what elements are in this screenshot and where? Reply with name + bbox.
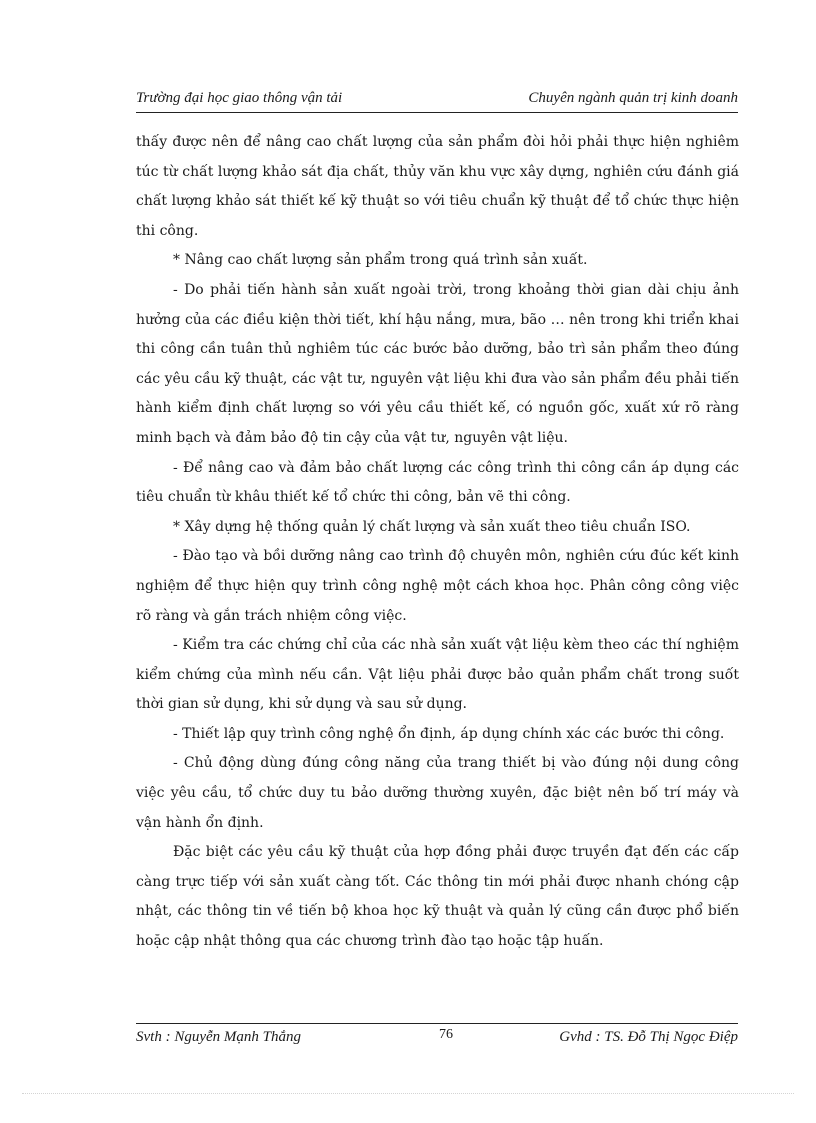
header-major: Chuyên ngành quản trị kinh doanh bbox=[528, 90, 738, 106]
paragraph: - Do phải tiến hành sản xuất ngoài trời, trong khoảng thời gian dài chịu ảnh hưởng của các điều kiện thời tiết, khí hậu nắng, mưa, bão … nên trong khi triển khai thi công cần tuân thủ nghiêm túc các bước bảo dưỡng, bảo trì sản phẩm theo đúng các yêu cầu kỹ thuật, các vật tư, nguyên vật liệu khi đưa vào sản phẩm đều phải tiến hành kiểm định chất lượng so với yêu cầu thiết kế, có nguồn gốc, xuất xứ rõ ràng minh bạch và đảm bảo độ tin cậy của vật tư, nguyên vật liệu. bbox=[136, 281, 739, 446]
paragraph: thấy được nên để nâng cao chất lượng của sản phẩm đòi hỏi phải thực hiện nghiêm túc từ chất lượng khảo sát địa chất, thủy văn khu vực xây dựng, nghiên cứu đánh giá chất lượng khảo sát thiết kế kỹ thuật so với tiêu chuẩn kỹ thuật để tổ chức thực hiện thi công. bbox=[136, 134, 739, 239]
footer-supervisor: Gvhd : TS. Đỗ Thị Ngọc Điệp bbox=[559, 1029, 738, 1045]
page-header bbox=[136, 88, 738, 113]
paragraph: * Nâng cao chất lượng sản phẩm trong quá trình sản xuất. bbox=[173, 252, 588, 269]
paragraph: - Chủ động dùng đúng công năng của trang thiết bị vào đúng nội dung công việc yêu cầu, tổ chức duy tu bảo dưỡng thường xuyên, đặc biệt nên bố trí máy và vận hành ổn định. bbox=[136, 755, 739, 831]
page-number: 76 bbox=[439, 1027, 453, 1042]
header-university: Trường đại học giao thông vận tải bbox=[136, 90, 343, 106]
page-edge-divider bbox=[22, 1093, 794, 1094]
paragraph: Đặc biệt các yêu cầu kỹ thuật của hợp đồng phải được truyền đạt đến các cấp càng trực tiếp với sản xuất càng tốt. Các thông tin mới phải được nhanh chóng cập nhật, các thông tin về tiến bộ khoa học kỹ thuật và quản lý cũng cần được phổ biến hoặc cập nhật thông qua các chương trình đào tạo hoặc tập huấn. bbox=[136, 844, 739, 950]
paragraph: - Thiết lập quy trình công nghệ ổn định, áp dụng chính xác các bước thi công. bbox=[173, 725, 725, 742]
page-footer bbox=[136, 1023, 738, 1054]
paragraph: - Để nâng cao và đảm bảo chất lượng các công trình thi công cần áp dụng các tiêu chuẩn từ khâu thiết kế tổ chức thi công, bản vẽ thi công. bbox=[136, 459, 739, 506]
footer-student: Svth : Nguyễn Mạnh Thắng bbox=[136, 1029, 301, 1045]
paragraph: - Đào tạo và bồi dưỡng nâng cao trình độ chuyên môn, nghiên cứu đúc kết kinh nghiệm để thực hiện quy trình công nghệ một cách khoa học. Phân công công việc rõ ràng và gắn trách nhiệm công việc. bbox=[136, 548, 739, 624]
document-body bbox=[136, 128, 739, 957]
paragraph: - Kiểm tra các chứng chỉ của các nhà sản xuất vật liệu kèm theo các thí nghiệm kiểm chứng của mình nếu cần. Vật liệu phải được bảo quản phẩm chất trong suốt thời gian sử dụng, khi sử dụng và sau sử dụng. bbox=[136, 637, 739, 713]
paragraph: * Xây dựng hệ thống quản lý chất lượng và sản xuất theo tiêu chuẩn ISO. bbox=[173, 518, 691, 535]
